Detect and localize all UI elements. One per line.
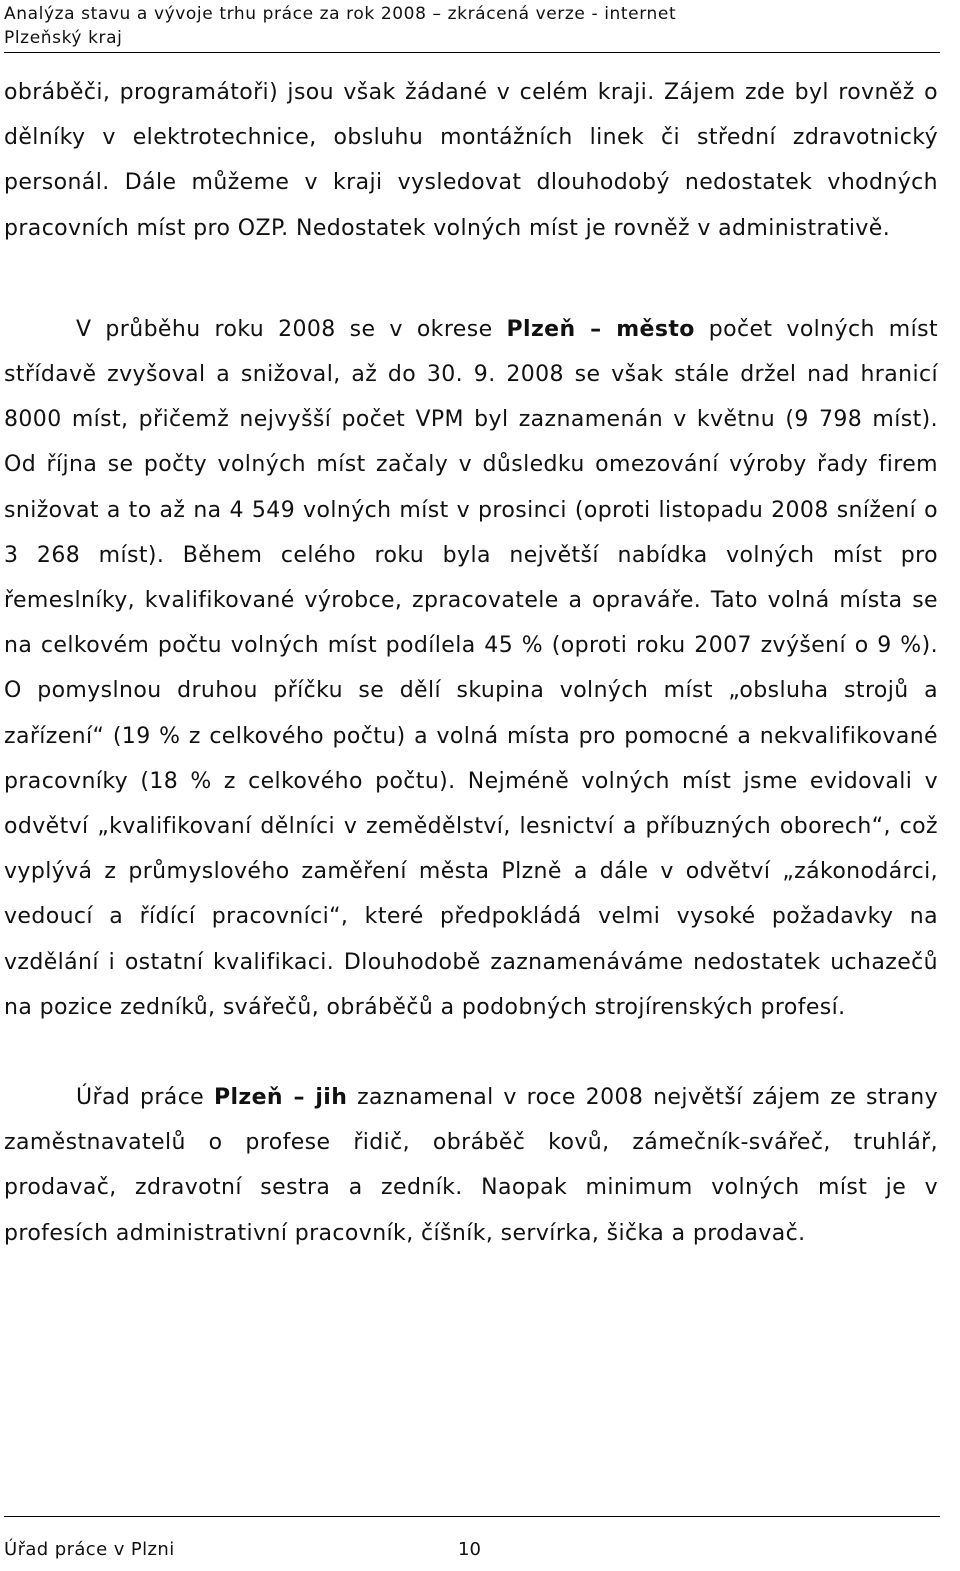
document-body [4, 70, 938, 1256]
paragraph-plzen-mesto [4, 307, 938, 1030]
header-title: Analýza stavu a vývoje trhu práce za rok 2008 – zkrácená verze - internet [4, 4, 677, 24]
header-divider [4, 52, 940, 53]
district-name-plzen-jih: Plzeň – jih [213, 1085, 348, 1111]
paragraph-plzen-jih [4, 1075, 938, 1256]
paragraph-spacer [4, 251, 938, 307]
running-header [4, 2, 940, 50]
paragraph-spacer [4, 1030, 938, 1075]
paragraph-lead: Úřad práce [76, 1085, 214, 1111]
district-name-plzen-mesto: Plzeň – město [506, 316, 695, 342]
paragraph-demand-continuation: obráběči, programátoři) jsou však žádané v celém kraji. Zájem zde byl rovněž o dělníky v elektrotechnice, obsluhu montážních linek či střední zdravotnický personál. Dále můžeme v kraji vysledovat dlouhodobý nedostatek vhodných pracovních míst pro OZP. Nedostatek volných míst je rovněž v administrativě. [4, 80, 938, 241]
paragraph-lead: V průběhu roku 2008 se v okrese [76, 316, 507, 342]
paragraph-text: počet volných míst střídavě zvyšoval a snižoval, až do 30. 9. 2008 se však stále držel nad hranicí 8000 míst, přičemž nejvyšší počet VPM byl zaznamenán v květnu (9 798 míst). Od října se počty volných míst začaly v důsledku omezování výroby řady firem snižovat a to až na 4 549 volných míst v prosinci (oproti listopadu 2008 snížení o 3 268 míst). Během celého roku byla největší nabídka volných míst pro řemeslníky, kvalifikované výrobce, zpracovatele a opraváře. Tato volná místa se na celkovém počtu volných míst podílela 45 % (oproti roku 2007 zvýšení o 9 %). O pomyslnou druhou příčku se dělí skupina volných míst „obsluha strojů a zařízení“ (19 % z celkového počtu) a volná místa pro pomocné a nekvalifikované pracovníky (18 % z celkového počtu). Nejméně volných míst jsme evidovali v odvětví „kvalifikovaní dělníci v zemědělství, lesnictví a příbuzných oborech“, což vyplývá z průmyslového zaměření města Plzně a dále v odvětví „zákonodárci, vedoucí a řídící pracovníci“, které předpokládá velmi vysoké požadavky na vzdělání i ostatní kvalifikaci. Dlouhodobě zaznamenáváme nedostatek uchazečů na pozice zedníků, svářečů, obráběčů a podobných strojírenských profesí. [4, 316, 938, 1020]
footer-office: Úřad práce v Plzni [4, 1539, 175, 1560]
page-number: 10 [458, 1539, 481, 1560]
header-region: Plzeňský kraj [4, 28, 123, 48]
paragraph-text: zaznamenal v roce 2008 největší zájem ze strany zaměstnavatelů o profese řidič, obráběč kovů, zámečník-svářeč, truhlář, prodavač, zdravotní sestra a zedník. Naopak minimum volných míst je v profesích administrativní pracovník, číšník, servírka, šička a prodavač. [4, 1085, 938, 1246]
footer-divider [4, 1516, 940, 1517]
